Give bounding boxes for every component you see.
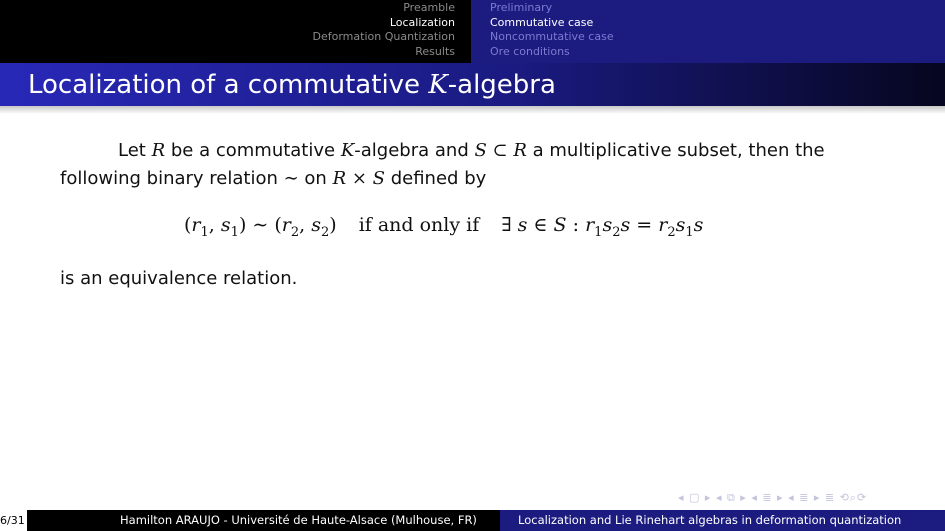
conclusion-paragraph: is an equivalence relation. [60, 267, 298, 289]
title-shadow [0, 106, 945, 114]
math-subscript: 2 [667, 224, 676, 240]
math-times: × [346, 168, 373, 189]
math-var: s [620, 214, 631, 236]
text-run: a multiplicative subset, then the following binary relation [60, 140, 825, 189]
math-subscript: 2 [612, 224, 621, 240]
math-var: s [220, 214, 231, 236]
math-var: s [675, 214, 686, 236]
math-S: S [372, 168, 385, 189]
math-subscript: 2 [290, 224, 300, 240]
footer-author-box [0, 510, 500, 531]
header-nav [0, 0, 945, 63]
subsection-link-noncommutative-case[interactable]: Noncommutative case [490, 30, 614, 43]
text-run: on [298, 168, 333, 189]
math-S: S [474, 140, 487, 161]
frame-body [60, 137, 888, 311]
math-in: ∈ [527, 214, 554, 236]
math-paren: ( [184, 214, 192, 236]
math-R: R [151, 140, 166, 161]
math-var: r [191, 214, 201, 236]
frame-title-prefix: Localization of a commutative [28, 70, 429, 100]
section-link-localization[interactable]: Localization [389, 15, 455, 29]
footer-author: Hamilton ARAUJO - Université de Haute-Alsace (Mulhouse, FR) [120, 513, 477, 527]
math-iff-text: if and only if [358, 214, 480, 236]
footer-title-box [500, 510, 945, 531]
section-nav-icon[interactable]: ◂ ≣ ▸ [751, 491, 784, 504]
math-var: r [585, 214, 595, 236]
math-var: r [281, 214, 291, 236]
footer-bar [0, 510, 945, 531]
subsection-nav [471, 0, 945, 63]
text-run: Let [118, 140, 152, 161]
math-subscript: 1 [594, 224, 603, 240]
footer-talk-title: Localization and Lie Rinehart algebras in deformation quantization [518, 513, 902, 527]
frame-title [28, 68, 556, 102]
section-link-preamble[interactable]: Preamble [403, 1, 455, 14]
math-subscript: 1 [685, 224, 694, 240]
math-subset: ⊂ [486, 140, 514, 161]
subsection-nav-icon[interactable]: ◂ ⧉ ▸ [715, 491, 747, 504]
subsection-link-commutative-case[interactable]: Commutative case [490, 15, 594, 29]
page-number: 6/31 [0, 510, 27, 531]
math-var: s [517, 214, 528, 236]
math-comma: , [208, 214, 221, 236]
frame-title-bar [0, 63, 945, 106]
math-comma: , [299, 214, 312, 236]
math-subscript: 2 [321, 224, 330, 240]
math-var: r [658, 214, 668, 236]
math-var: S [553, 214, 567, 236]
math-K: K [340, 140, 355, 161]
frame-title-suffix: -algebra [447, 70, 556, 100]
frame-nav-icon[interactable]: ◂ ▢ ▸ [678, 491, 712, 504]
math-var: s [602, 214, 613, 236]
relation-equation [184, 211, 888, 247]
section-nav [0, 0, 471, 63]
math-equals: = [630, 214, 659, 236]
section-link-deformation-quantization[interactable]: Deformation Quantization [312, 30, 455, 43]
text-run: defined by [385, 168, 487, 189]
math-var: s [311, 214, 321, 236]
section-link-results[interactable]: Results [415, 44, 455, 58]
math-subscript: 1 [230, 224, 239, 240]
math-var: s [693, 214, 704, 236]
text-run: -algebra and [354, 140, 475, 161]
math-colon: : [566, 214, 586, 236]
section-nav-icon-2[interactable]: ◂ ≣ ▸ [788, 491, 821, 504]
math-subscript: 1 [200, 224, 209, 240]
frame-title-math: K [428, 70, 448, 100]
math-paren: ) [329, 214, 337, 236]
beamer-navigation-symbols [678, 491, 867, 505]
subsection-link-ore-conditions[interactable]: Ore conditions [490, 44, 570, 58]
math-exists: ∃ [501, 214, 518, 236]
align-icon[interactable]: ≣ [824, 491, 836, 504]
math-sim: ) ∼ ( [238, 214, 282, 236]
subsection-link-preliminary[interactable]: Preliminary [490, 1, 553, 14]
intro-paragraph [60, 137, 888, 193]
text-run: be a commutative [165, 140, 341, 161]
search-icon[interactable]: ⟲⌕⟳ [839, 491, 868, 504]
math-sim: ∼ [283, 168, 299, 189]
math-R: R [513, 140, 527, 161]
math-R: R [332, 168, 347, 189]
